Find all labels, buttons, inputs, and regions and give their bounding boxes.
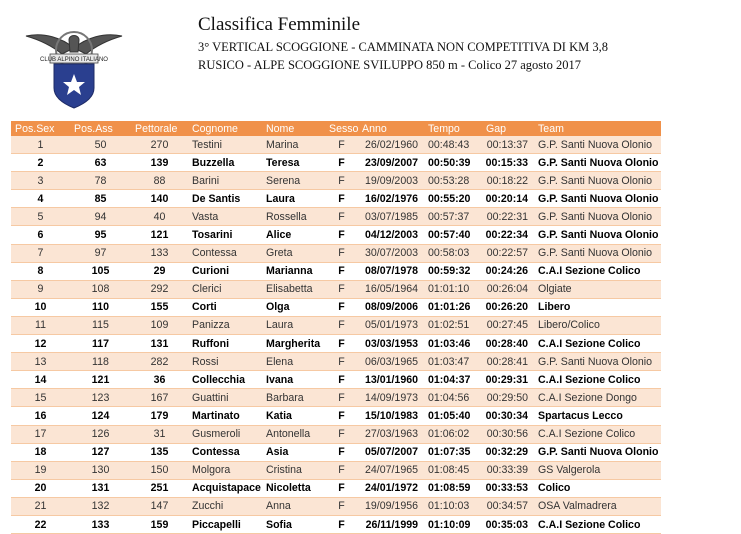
cell-tempo: 01:08:45 [424, 461, 482, 479]
cell-nome: Asia [262, 443, 325, 461]
cai-logo [22, 18, 126, 110]
cell-sesso: F [325, 497, 358, 515]
cell-tempo: 01:10:03 [424, 497, 482, 515]
cell-nome: Elisabetta [262, 280, 325, 298]
cell-anno: 03/03/1953 [358, 335, 424, 353]
cell-pos-sex: 20 [11, 479, 70, 497]
cell-nome: Laura [262, 316, 325, 334]
cell-pos-ass: 105 [70, 262, 131, 280]
cell-cognome: Acquistapace [188, 479, 262, 497]
cell-team: G.P. Santi Nuova Olonio [534, 443, 661, 461]
cell-team: G.P. Santi Nuova Olonio [534, 226, 661, 244]
table-row [11, 497, 661, 515]
cell-nome: Serena [262, 172, 325, 190]
cell-nome: Nicoletta [262, 479, 325, 497]
cell-sesso: F [325, 316, 358, 334]
cell-gap: 00:13:37 [482, 136, 534, 154]
cell-team: Olgiate [534, 280, 661, 298]
cell-gap: 00:28:40 [482, 335, 534, 353]
cell-gap: 00:22:31 [482, 208, 534, 226]
cell-team: C.A.I Sezione Colico [534, 335, 661, 353]
cell-nome: Katia [262, 407, 325, 425]
cell-nome: Cristina [262, 461, 325, 479]
cell-pos-ass: 124 [70, 407, 131, 425]
cell-anno: 26/02/1960 [358, 136, 424, 154]
cell-pettorale: 140 [131, 190, 188, 208]
cell-nome: Sofia [262, 515, 325, 533]
cell-cognome: Contessa [188, 443, 262, 461]
cell-team: C.A.I Sezione Colico [534, 425, 661, 443]
cell-sesso: F [325, 280, 358, 298]
cell-gap: 00:26:04 [482, 280, 534, 298]
cell-tempo: 01:01:10 [424, 280, 482, 298]
cell-team: G.P. Santi Nuova Olonio [534, 244, 661, 262]
cell-cognome: Buzzella [188, 154, 262, 172]
cell-sesso: F [325, 190, 358, 208]
cell-gap: 00:15:33 [482, 154, 534, 172]
cell-cognome: De Santis [188, 190, 262, 208]
cell-anno: 24/01/1972 [358, 479, 424, 497]
cell-anno: 26/11/1999 [358, 515, 424, 533]
cell-pettorale: 88 [131, 172, 188, 190]
svg-text:CLUB ALPINO ITALIANO: CLUB ALPINO ITALIANO [40, 57, 108, 63]
cell-tempo: 01:05:40 [424, 407, 482, 425]
event-details: RUSICO - ALPE SCOGGIONE SVILUPPO 850 m - Colico 27 agosto 2017 [198, 58, 582, 72]
column-header-pos-sex: Pos.Sex [11, 121, 70, 136]
cell-gap: 00:26:20 [482, 298, 534, 316]
cell-pettorale: 150 [131, 461, 188, 479]
cell-pos-ass: 50 [70, 136, 131, 154]
cell-team: G.P. Santi Nuova Olonio [534, 136, 661, 154]
cell-pettorale: 40 [131, 208, 188, 226]
cell-pos-ass: 118 [70, 353, 131, 371]
cell-pos-ass: 95 [70, 226, 131, 244]
cell-team: GS Valgerola [534, 461, 661, 479]
cell-team: Libero/Colico [534, 316, 661, 334]
cell-tempo: 01:04:37 [424, 371, 482, 389]
column-header-gap: Gap [482, 121, 534, 136]
table-row [11, 479, 661, 497]
cell-pettorale: 133 [131, 244, 188, 262]
cell-cognome: Panizza [188, 316, 262, 334]
table-row [11, 515, 661, 533]
cell-tempo: 00:53:28 [424, 172, 482, 190]
cell-tempo: 00:48:43 [424, 136, 482, 154]
cell-cognome: Guattini [188, 389, 262, 407]
cell-team: Spartacus Lecco [534, 407, 661, 425]
cell-pos-sex: 6 [11, 226, 70, 244]
table-row [11, 208, 661, 226]
cell-cognome: Vasta [188, 208, 262, 226]
cell-tempo: 00:57:40 [424, 226, 482, 244]
table-row [11, 407, 661, 425]
cell-pos-ass: 127 [70, 443, 131, 461]
cell-team: G.P. Santi Nuova Olonio [534, 353, 661, 371]
cell-pettorale: 121 [131, 226, 188, 244]
cell-tempo: 00:58:03 [424, 244, 482, 262]
cell-pos-sex: 5 [11, 208, 70, 226]
cell-pos-sex: 12 [11, 335, 70, 353]
table-row [11, 136, 661, 154]
cell-pos-sex: 19 [11, 461, 70, 479]
cell-nome: Greta [262, 244, 325, 262]
cell-sesso: F [325, 425, 358, 443]
cell-pos-ass: 133 [70, 515, 131, 533]
cell-pos-ass: 132 [70, 497, 131, 515]
cell-pos-ass: 110 [70, 298, 131, 316]
cell-tempo: 01:03:46 [424, 335, 482, 353]
page-title: Classifica Femminile [198, 14, 361, 35]
table-header-row [11, 121, 661, 136]
table-row [11, 226, 661, 244]
cell-nome: Marianna [262, 262, 325, 280]
cell-gap: 00:24:26 [482, 262, 534, 280]
cell-pos-sex: 4 [11, 190, 70, 208]
cell-team: G.P. Santi Nuova Olonio [534, 190, 661, 208]
cell-team: Libero [534, 298, 661, 316]
cell-anno: 27/03/1963 [358, 425, 424, 443]
cell-gap: 00:27:45 [482, 316, 534, 334]
cell-anno: 19/09/1956 [358, 497, 424, 515]
cell-pos-sex: 9 [11, 280, 70, 298]
cell-gap: 00:33:39 [482, 461, 534, 479]
cell-pettorale: 282 [131, 353, 188, 371]
table-row [11, 262, 661, 280]
cell-gap: 00:35:03 [482, 515, 534, 533]
cell-nome: Elena [262, 353, 325, 371]
cell-pettorale: 31 [131, 425, 188, 443]
cell-pettorale: 36 [131, 371, 188, 389]
cell-anno: 13/01/1960 [358, 371, 424, 389]
cell-team: G.P. Santi Nuova Olonio [534, 172, 661, 190]
cell-cognome: Testini [188, 136, 262, 154]
cell-pettorale: 159 [131, 515, 188, 533]
cell-pos-ass: 63 [70, 154, 131, 172]
cell-nome: Laura [262, 190, 325, 208]
cell-pos-sex: 8 [11, 262, 70, 280]
cell-sesso: F [325, 172, 358, 190]
cell-pos-ass: 97 [70, 244, 131, 262]
cell-anno: 19/09/2003 [358, 172, 424, 190]
cell-pos-sex: 10 [11, 298, 70, 316]
cell-cognome: Ruffoni [188, 335, 262, 353]
cell-pos-ass: 94 [70, 208, 131, 226]
cell-sesso: F [325, 136, 358, 154]
event-subtitle: 3° VERTICAL SCOGGIONE - CAMMINATA NON COMPETITIVA DI KM 3,8 [198, 40, 608, 54]
cell-pos-sex: 7 [11, 244, 70, 262]
cell-gap: 00:22:34 [482, 226, 534, 244]
cell-cognome: Gusmeroli [188, 425, 262, 443]
cell-anno: 14/09/1973 [358, 389, 424, 407]
cell-pettorale: 292 [131, 280, 188, 298]
column-header-sesso: Sesso [325, 121, 358, 136]
cell-pos-sex: 18 [11, 443, 70, 461]
cell-tempo: 01:08:59 [424, 479, 482, 497]
cell-pos-sex: 16 [11, 407, 70, 425]
table-row [11, 154, 661, 172]
cell-pos-sex: 2 [11, 154, 70, 172]
cell-pos-ass: 131 [70, 479, 131, 497]
cell-nome: Anna [262, 497, 325, 515]
cell-cognome: Corti [188, 298, 262, 316]
cell-pos-ass: 126 [70, 425, 131, 443]
cell-team: G.P. Santi Nuova Olonio [534, 208, 661, 226]
column-header-pos-ass: Pos.Ass [70, 121, 131, 136]
table-row [11, 389, 661, 407]
cell-anno: 06/03/1965 [358, 353, 424, 371]
cell-nome: Olga [262, 298, 325, 316]
cell-anno: 16/02/1976 [358, 190, 424, 208]
cell-anno: 05/07/2007 [358, 443, 424, 461]
cell-sesso: F [325, 479, 358, 497]
cell-tempo: 01:03:47 [424, 353, 482, 371]
cell-pos-sex: 13 [11, 353, 70, 371]
cell-nome: Antonella [262, 425, 325, 443]
cell-gap: 00:30:34 [482, 407, 534, 425]
cell-gap: 00:32:29 [482, 443, 534, 461]
table-row [11, 425, 661, 443]
cell-team: C.A.I Sezione Colico [534, 371, 661, 389]
table-body [11, 136, 661, 534]
table-row [11, 461, 661, 479]
cell-cognome: Molgora [188, 461, 262, 479]
column-header-anno: Anno [358, 121, 424, 136]
cell-pos-sex: 1 [11, 136, 70, 154]
cell-nome: Ivana [262, 371, 325, 389]
cell-anno: 15/10/1983 [358, 407, 424, 425]
column-header-nome: Nome [262, 121, 325, 136]
cell-pos-ass: 117 [70, 335, 131, 353]
cell-cognome: Tosarini [188, 226, 262, 244]
cell-nome: Rossella [262, 208, 325, 226]
table-row [11, 443, 661, 461]
table-row [11, 316, 661, 334]
results-table [11, 121, 661, 534]
cell-cognome: Curioni [188, 262, 262, 280]
cell-pos-sex: 15 [11, 389, 70, 407]
table-row [11, 353, 661, 371]
cell-sesso: F [325, 515, 358, 533]
cell-nome: Teresa [262, 154, 325, 172]
cell-sesso: F [325, 407, 358, 425]
cell-sesso: F [325, 262, 358, 280]
cell-pos-sex: 11 [11, 316, 70, 334]
cell-sesso: F [325, 389, 358, 407]
cell-pos-sex: 3 [11, 172, 70, 190]
column-header-pettorale: Pettorale [131, 121, 188, 136]
cell-anno: 04/12/2003 [358, 226, 424, 244]
cell-cognome: Zucchi [188, 497, 262, 515]
cell-team: C.A.I Sezione Colico [534, 515, 661, 533]
cell-tempo: 01:10:09 [424, 515, 482, 533]
cell-cognome: Barini [188, 172, 262, 190]
cell-gap: 00:20:14 [482, 190, 534, 208]
cell-cognome: Contessa [188, 244, 262, 262]
cell-sesso: F [325, 371, 358, 389]
cell-sesso: F [325, 443, 358, 461]
cell-nome: Margherita [262, 335, 325, 353]
table-row [11, 335, 661, 353]
cell-pettorale: 270 [131, 136, 188, 154]
cell-tempo: 01:06:02 [424, 425, 482, 443]
cell-pos-sex: 14 [11, 371, 70, 389]
cell-tempo: 00:50:39 [424, 154, 482, 172]
cell-gap: 00:28:41 [482, 353, 534, 371]
cell-cognome: Martinato [188, 407, 262, 425]
cell-sesso: F [325, 208, 358, 226]
cell-team: C.A.I Sezione Colico [534, 262, 661, 280]
cell-anno: 23/09/2007 [358, 154, 424, 172]
cell-pettorale: 179 [131, 407, 188, 425]
cell-pos-ass: 123 [70, 389, 131, 407]
cell-cognome: Piccapelli [188, 515, 262, 533]
cell-pettorale: 167 [131, 389, 188, 407]
cell-tempo: 00:57:37 [424, 208, 482, 226]
cell-tempo: 00:55:20 [424, 190, 482, 208]
cell-team: Colico [534, 479, 661, 497]
cell-tempo: 00:59:32 [424, 262, 482, 280]
cell-pos-sex: 22 [11, 515, 70, 533]
cell-anno: 24/07/1965 [358, 461, 424, 479]
cell-sesso: F [325, 244, 358, 262]
table-row [11, 280, 661, 298]
cell-pos-ass: 85 [70, 190, 131, 208]
cell-pettorale: 131 [131, 335, 188, 353]
cell-team: C.A.I Sezione Dongo [534, 389, 661, 407]
cell-anno: 08/07/1978 [358, 262, 424, 280]
cell-anno: 03/07/1985 [358, 208, 424, 226]
cell-nome: Alice [262, 226, 325, 244]
column-header-cognome: Cognome [188, 121, 262, 136]
table-row [11, 190, 661, 208]
eagle-icon [26, 35, 122, 54]
cell-gap: 00:29:50 [482, 389, 534, 407]
table-row [11, 371, 661, 389]
cell-pos-sex: 21 [11, 497, 70, 515]
cell-gap: 00:34:57 [482, 497, 534, 515]
cell-team: G.P. Santi Nuova Olonio [534, 154, 661, 172]
cell-sesso: F [325, 461, 358, 479]
table-row [11, 244, 661, 262]
cell-nome: Barbara [262, 389, 325, 407]
cell-sesso: F [325, 298, 358, 316]
cell-anno: 16/05/1964 [358, 280, 424, 298]
cell-pettorale: 135 [131, 443, 188, 461]
column-header-tempo: Tempo [424, 121, 482, 136]
cell-cognome: Collecchia [188, 371, 262, 389]
cell-gap: 00:30:56 [482, 425, 534, 443]
cell-pettorale: 155 [131, 298, 188, 316]
cell-pettorale: 109 [131, 316, 188, 334]
cell-gap: 00:29:31 [482, 371, 534, 389]
cell-pos-ass: 108 [70, 280, 131, 298]
cell-gap: 00:22:57 [482, 244, 534, 262]
cell-pettorale: 147 [131, 497, 188, 515]
cell-pos-ass: 121 [70, 371, 131, 389]
cell-gap: 00:18:22 [482, 172, 534, 190]
column-header-team: Team [534, 121, 661, 136]
cell-sesso: F [325, 226, 358, 244]
cell-pos-ass: 78 [70, 172, 131, 190]
cell-pettorale: 139 [131, 154, 188, 172]
cell-nome: Marina [262, 136, 325, 154]
cell-tempo: 01:02:51 [424, 316, 482, 334]
cell-pettorale: 251 [131, 479, 188, 497]
table-row [11, 172, 661, 190]
cell-pettorale: 29 [131, 262, 188, 280]
cell-tempo: 01:04:56 [424, 389, 482, 407]
cell-team: OSA Valmadrera [534, 497, 661, 515]
cell-tempo: 01:07:35 [424, 443, 482, 461]
cell-sesso: F [325, 335, 358, 353]
cell-anno: 08/09/2006 [358, 298, 424, 316]
cell-tempo: 01:01:26 [424, 298, 482, 316]
cell-sesso: F [325, 353, 358, 371]
cell-anno: 30/07/2003 [358, 244, 424, 262]
cell-pos-sex: 17 [11, 425, 70, 443]
cell-anno: 05/01/1973 [358, 316, 424, 334]
cell-cognome: Rossi [188, 353, 262, 371]
cell-pos-ass: 115 [70, 316, 131, 334]
cell-gap: 00:33:53 [482, 479, 534, 497]
cell-pos-ass: 130 [70, 461, 131, 479]
cell-cognome: Clerici [188, 280, 262, 298]
table-row [11, 298, 661, 316]
cell-sesso: F [325, 154, 358, 172]
